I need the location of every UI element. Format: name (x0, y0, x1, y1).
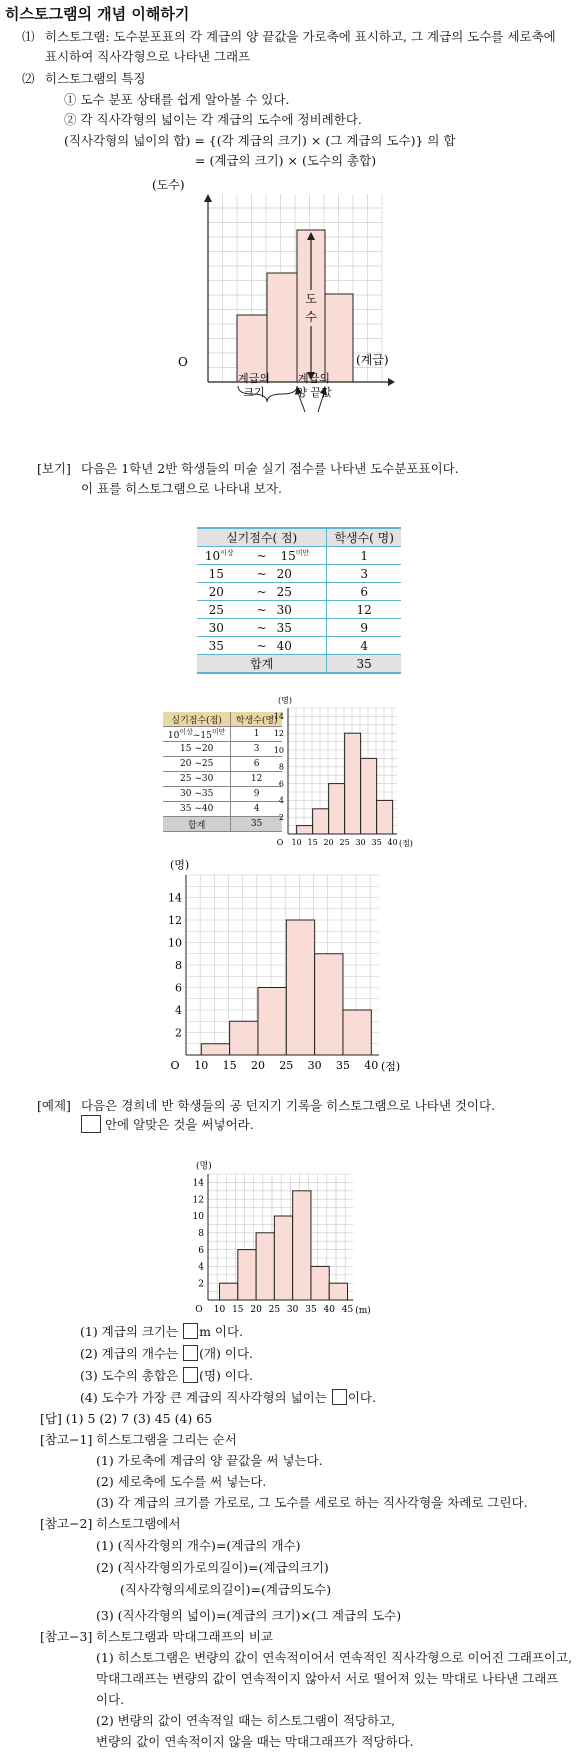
table-cell-range (197, 601, 327, 619)
histogram-bar (311, 1266, 329, 1300)
x-tick-label: 40 (387, 838, 398, 847)
note-3-item-1b: 막대그래프는 변량의 값이 연속적이지 않아서 서로 떨어져 있는 막대로 나타낸 그래프 (96, 1671, 559, 1686)
small-count: 4 (231, 802, 282, 817)
y-tick-label: 6 (278, 779, 284, 789)
histogram-bar (286, 920, 314, 1055)
note-1-tag: [참고−1] (40, 1432, 93, 1447)
note-1-item-3: (3) 각 계급의 크기를 가로로, 그 도수를 세로로 하는 직사각형을 차례로 그린다. (96, 1495, 528, 1510)
histogram-bar (293, 1191, 311, 1300)
range-to: 35 (276, 620, 292, 635)
table-cell-range (197, 565, 327, 583)
note-2-item-2: (2) (직사각형의가로의길이)=(계급의크기) (96, 1560, 329, 1575)
y-tick-label: 10 (273, 745, 284, 755)
range-to: 30 (276, 602, 292, 617)
x-tick-label: 45 (341, 1305, 354, 1315)
problem-line-1: 다음은 경희네 반 학생들의 공 던지기 기록을 히스토그램으로 나타낸 것이다. (81, 1098, 496, 1113)
range-tilde: ~ (256, 566, 267, 581)
x-tick-label: 35 (371, 838, 382, 847)
table-row (163, 772, 282, 787)
table-row (163, 757, 282, 772)
problem-line-2: 안에 알맞은 것을 써넣어라. (81, 1115, 254, 1133)
x-tick-label: 20 (323, 838, 334, 847)
diagram-x-arrow (388, 378, 395, 386)
table-cell-count: 1 (327, 547, 401, 565)
answer-box-2[interactable] (183, 1345, 198, 1361)
small-histogram (270, 694, 430, 846)
note-1-title: 히스토그램을 그리는 순서 (96, 1432, 237, 1447)
y-tick-label: 4 (198, 1262, 204, 1273)
end-values-label-1: 계급의 (298, 372, 330, 385)
feature-1: ① 도수 분포 상태를 쉽게 알아볼 수 있다. (64, 92, 290, 107)
histogram-definition: 히스토그램: 도수분포표의 각 계급의 양 끝값을 가로축에 표시하고, 그 계급의 도수를 세로축에 (45, 29, 556, 44)
origin-label: O (276, 838, 284, 847)
y-tick-label: 2 (175, 1026, 182, 1040)
table-row (197, 583, 401, 601)
histogram-definition-cont: 표시하여 직사각형으로 나타낸 그래프 (45, 49, 251, 64)
range-from: 15 (208, 566, 224, 581)
range-from: 20 (208, 584, 224, 599)
example-tag: [보기] (37, 461, 71, 476)
y-tick-label: 8 (278, 762, 284, 772)
end-values-label-2: 양 끝값 (296, 386, 332, 399)
small-range: $10^{이상}\sim 15^{미만}$ (163, 727, 231, 742)
table-cell-count: 9 (327, 619, 401, 637)
small-range: 25 ~30 (163, 772, 231, 787)
histogram-bar (297, 826, 313, 834)
histogram-bar (377, 800, 393, 834)
table-cell-count: 4 (327, 637, 401, 655)
range-from: 35 (208, 638, 224, 653)
range-to: 15 (280, 549, 296, 563)
histogram-bar (361, 758, 377, 834)
y-tick-label: 2 (278, 813, 284, 822)
table-cell-count: 12 (327, 601, 401, 619)
x-tick-label: 35 (305, 1305, 317, 1315)
y-tick-label: 10 (168, 936, 182, 950)
y-tick-label: 10 (192, 1212, 204, 1223)
range-tilde: ~ (256, 620, 267, 635)
note-2-title: 히스토그램에서 (96, 1516, 181, 1531)
question-4: (4) 도수가 가장 큰 계급의 직사각형의 넓이는 이다. (80, 1390, 376, 1405)
class-size-label-2: 크기 (243, 386, 265, 399)
diagram-origin: O (178, 355, 188, 369)
histogram-bar (220, 1283, 238, 1300)
question-2: (2) 계급의 개수는 (개) 이다. (80, 1346, 254, 1361)
x-tick-label: 30 (355, 838, 366, 847)
small-count: 3 (231, 742, 282, 757)
frequency-label-1: 도 (305, 292, 317, 306)
area-formula-1: (직사각형의 넓이의 합) = {(각 계급의 크기) × (그 계급의 도수)} 의 합 (64, 133, 456, 148)
small-range: 30 ~35 (163, 787, 231, 802)
range-from: 30 (208, 620, 224, 635)
features-heading: 히스토그램의 특징 (45, 71, 146, 86)
problem-tag: [예제] (37, 1098, 71, 1113)
large-histogram (168, 858, 458, 1084)
y-tick-label: 4 (175, 1003, 182, 1017)
example-line-2: 이 표를 히스토그램으로 나타내 보자. (81, 481, 282, 496)
table-cell-count: 6 (327, 583, 401, 601)
problem-histogram (190, 1160, 410, 1316)
table-row (197, 601, 401, 619)
note-1-item-1: (1) 가로축에 계급의 양 끝값을 써 넣는다. (96, 1453, 323, 1468)
small-table-header-students: 학생수(명) (231, 712, 282, 727)
class-size-label-1: 계급의 (238, 372, 270, 385)
x-axis-label: (점) (380, 1060, 401, 1073)
table-cell-range (197, 637, 327, 655)
note-3-title: 히스토그램과 막대그래프의 비교 (96, 1629, 273, 1644)
y-tick-label: 14 (192, 1178, 204, 1189)
small-table-header-score: 실기점수(점) (163, 712, 231, 727)
range-to: 25 (276, 584, 292, 599)
item-number-1: ⑴ (22, 29, 35, 44)
x-tick-label: 15 (222, 1059, 237, 1072)
histogram-bar (315, 954, 343, 1055)
table-header-students: 학생수( 명) (327, 528, 401, 547)
range-from: 25 (208, 602, 224, 617)
table-row (197, 637, 401, 655)
x-tick-label: 30 (286, 1305, 299, 1315)
x-tick-label: 10 (194, 1059, 209, 1072)
example-line-1: 다음은 1학년 2반 학생들의 미술 실기 점수를 나타낸 도수분포표이다. (81, 461, 459, 476)
y-tick-label: 8 (198, 1228, 204, 1239)
note-3-item-2b: 변량의 값이 연속적이지 않을 때는 막대그래프가 적당하다. (96, 1734, 414, 1749)
origin-label: O (170, 1059, 180, 1072)
table-row (197, 565, 401, 583)
note-3-item-2: (2) 변량의 값이 연속적일 때는 히스토그램이 적당하고, (96, 1713, 396, 1728)
small-total-value: 35 (231, 817, 282, 832)
y-tick-label: 12 (273, 729, 284, 738)
range-to: 20 (276, 566, 292, 581)
table-total-value: 35 (327, 655, 401, 674)
x-tick-label: 20 (250, 1059, 265, 1072)
y-tick-label: 8 (175, 958, 182, 972)
item-number-2: ⑵ (22, 71, 35, 86)
x-tick-label: 10 (213, 1305, 226, 1315)
answer-box-1[interactable] (183, 1323, 198, 1339)
x-axis-label: (m) (355, 1306, 371, 1316)
answer-line: [답] (1) 5 (2) 7 (3) 45 (4) 65 (40, 1411, 213, 1426)
range-to: 40 (276, 638, 292, 653)
x-tick-label: 25 (339, 838, 350, 847)
y-tick-label: 4 (278, 796, 284, 806)
table-cell-count: 3 (327, 565, 401, 583)
histogram-bar (313, 809, 329, 834)
question-3: (3) 도수의 총합은 (명) 이다. (80, 1368, 254, 1383)
question-1: (1) 계급의 크기는 m 이다. (80, 1324, 244, 1339)
table-row (163, 802, 282, 817)
table-total-label: 합계 (197, 655, 327, 674)
x-tick-label: 20 (250, 1305, 262, 1315)
small-count: 12 (231, 772, 282, 787)
x-tick-label: 15 (232, 1305, 244, 1315)
y-tick-label: 12 (192, 1195, 204, 1206)
histogram-bar (230, 1021, 258, 1055)
answer-box-4[interactable] (332, 1389, 347, 1405)
small-total-label: 합계 (163, 817, 231, 832)
y-axis-label: (명) (170, 858, 190, 872)
range-to-sup: 미만 (295, 549, 310, 557)
table-row (163, 742, 282, 757)
x-tick-label: 15 (307, 838, 318, 847)
table-header-score: 실기점수( 점) (197, 528, 327, 547)
area-formula-2: = (계급의 크기) × (도수의 총합) (195, 153, 377, 168)
answer-box[interactable] (81, 1115, 101, 1133)
y-axis-label: (명) (196, 1161, 212, 1172)
x-tick-label: 10 (291, 838, 302, 847)
frequency-table (197, 527, 401, 674)
range-tilde: ~ (256, 584, 267, 599)
table-row (163, 787, 282, 802)
answer-box-3[interactable] (183, 1367, 198, 1383)
x-axis-label: (점) (398, 839, 413, 848)
note-2-item-1: (1) (직사각형의 개수)=(계급의 개수) (96, 1538, 301, 1553)
y-tick-label: 14 (273, 712, 284, 722)
note-3-item-1: (1) 히스토그램은 변량의 값이 연속적이어서 연속적인 직사각형으로 이어진 그래프이고, (96, 1650, 573, 1665)
frequency-label-2: 수 (305, 310, 317, 324)
small-count: 6 (231, 757, 282, 772)
y-tick-label: 12 (168, 913, 182, 927)
y-tick-label: 6 (198, 1245, 204, 1256)
x-tick-label: 35 (335, 1059, 350, 1072)
x-tick-label: 40 (323, 1305, 335, 1315)
diagram-bar-2 (267, 273, 297, 382)
histogram-bar (258, 988, 286, 1056)
small-count: 9 (231, 787, 282, 802)
histogram-bar (201, 1044, 229, 1055)
x-tick-label: 25 (279, 1059, 294, 1072)
diagram-bar-4 (325, 294, 353, 382)
table-row (163, 727, 282, 742)
x-tick-label: 30 (307, 1059, 322, 1072)
histogram-bar (343, 1010, 371, 1055)
note-3-item-1c: 이다. (96, 1692, 125, 1707)
table-cell-range (197, 619, 327, 637)
x-tick-label: 40 (364, 1059, 379, 1072)
histogram-bar (329, 784, 345, 834)
histogram-bar (329, 1283, 347, 1300)
range-from-sup: 이상 (220, 549, 234, 557)
table-cell-range (197, 547, 327, 565)
range-tilde: ~ (256, 549, 267, 563)
note-3-tag: [참고−3] (40, 1629, 93, 1644)
page-title: 히스토그램의 개념 이해하기 (5, 5, 190, 23)
small-range: 20 ~25 (163, 757, 231, 772)
range-tilde: ~ (256, 602, 267, 617)
histogram-bar (238, 1250, 256, 1300)
note-2-tag: [참고−2] (40, 1516, 93, 1531)
note-2-item-2b: (직사각형의세로의길이)=(계급의도수) (120, 1582, 332, 1597)
small-range: 15 ~20 (163, 742, 231, 757)
table-row (197, 547, 401, 565)
small-range: 35 ~40 (163, 802, 231, 817)
histogram-bar (256, 1233, 274, 1300)
note-2-item-3: (3) (직사각형의 넓이)=(계급의 크기)×(그 계급의 도수) (96, 1608, 402, 1623)
y-tick-label: 2 (198, 1279, 204, 1290)
histogram-bar (345, 733, 361, 834)
y-axis-label: (명) (278, 696, 292, 706)
y-tick-label: 6 (175, 981, 182, 995)
diagram-y-label: (도수) (152, 178, 185, 192)
diagram-x-label: (계급) (356, 353, 389, 367)
small-frequency-table (163, 712, 282, 832)
histogram-bar (274, 1216, 292, 1300)
x-tick-label: 25 (268, 1305, 281, 1315)
feature-2: ② 각 직사각형의 넓이는 각 계급의 도수에 정비례한다. (64, 112, 362, 127)
table-row (197, 619, 401, 637)
y-tick-label: 14 (168, 891, 182, 905)
range-from: 10 (204, 549, 221, 563)
range-tilde: ~ (256, 638, 267, 653)
table-cell-range (197, 583, 327, 601)
histogram-concept-diagram (150, 178, 440, 430)
note-1-item-2: (2) 세로축에 도수를 써 넣는다. (96, 1474, 267, 1489)
diagram-y-arrow (204, 194, 212, 202)
origin-label: O (195, 1305, 203, 1315)
small-count: 1 (231, 727, 282, 742)
